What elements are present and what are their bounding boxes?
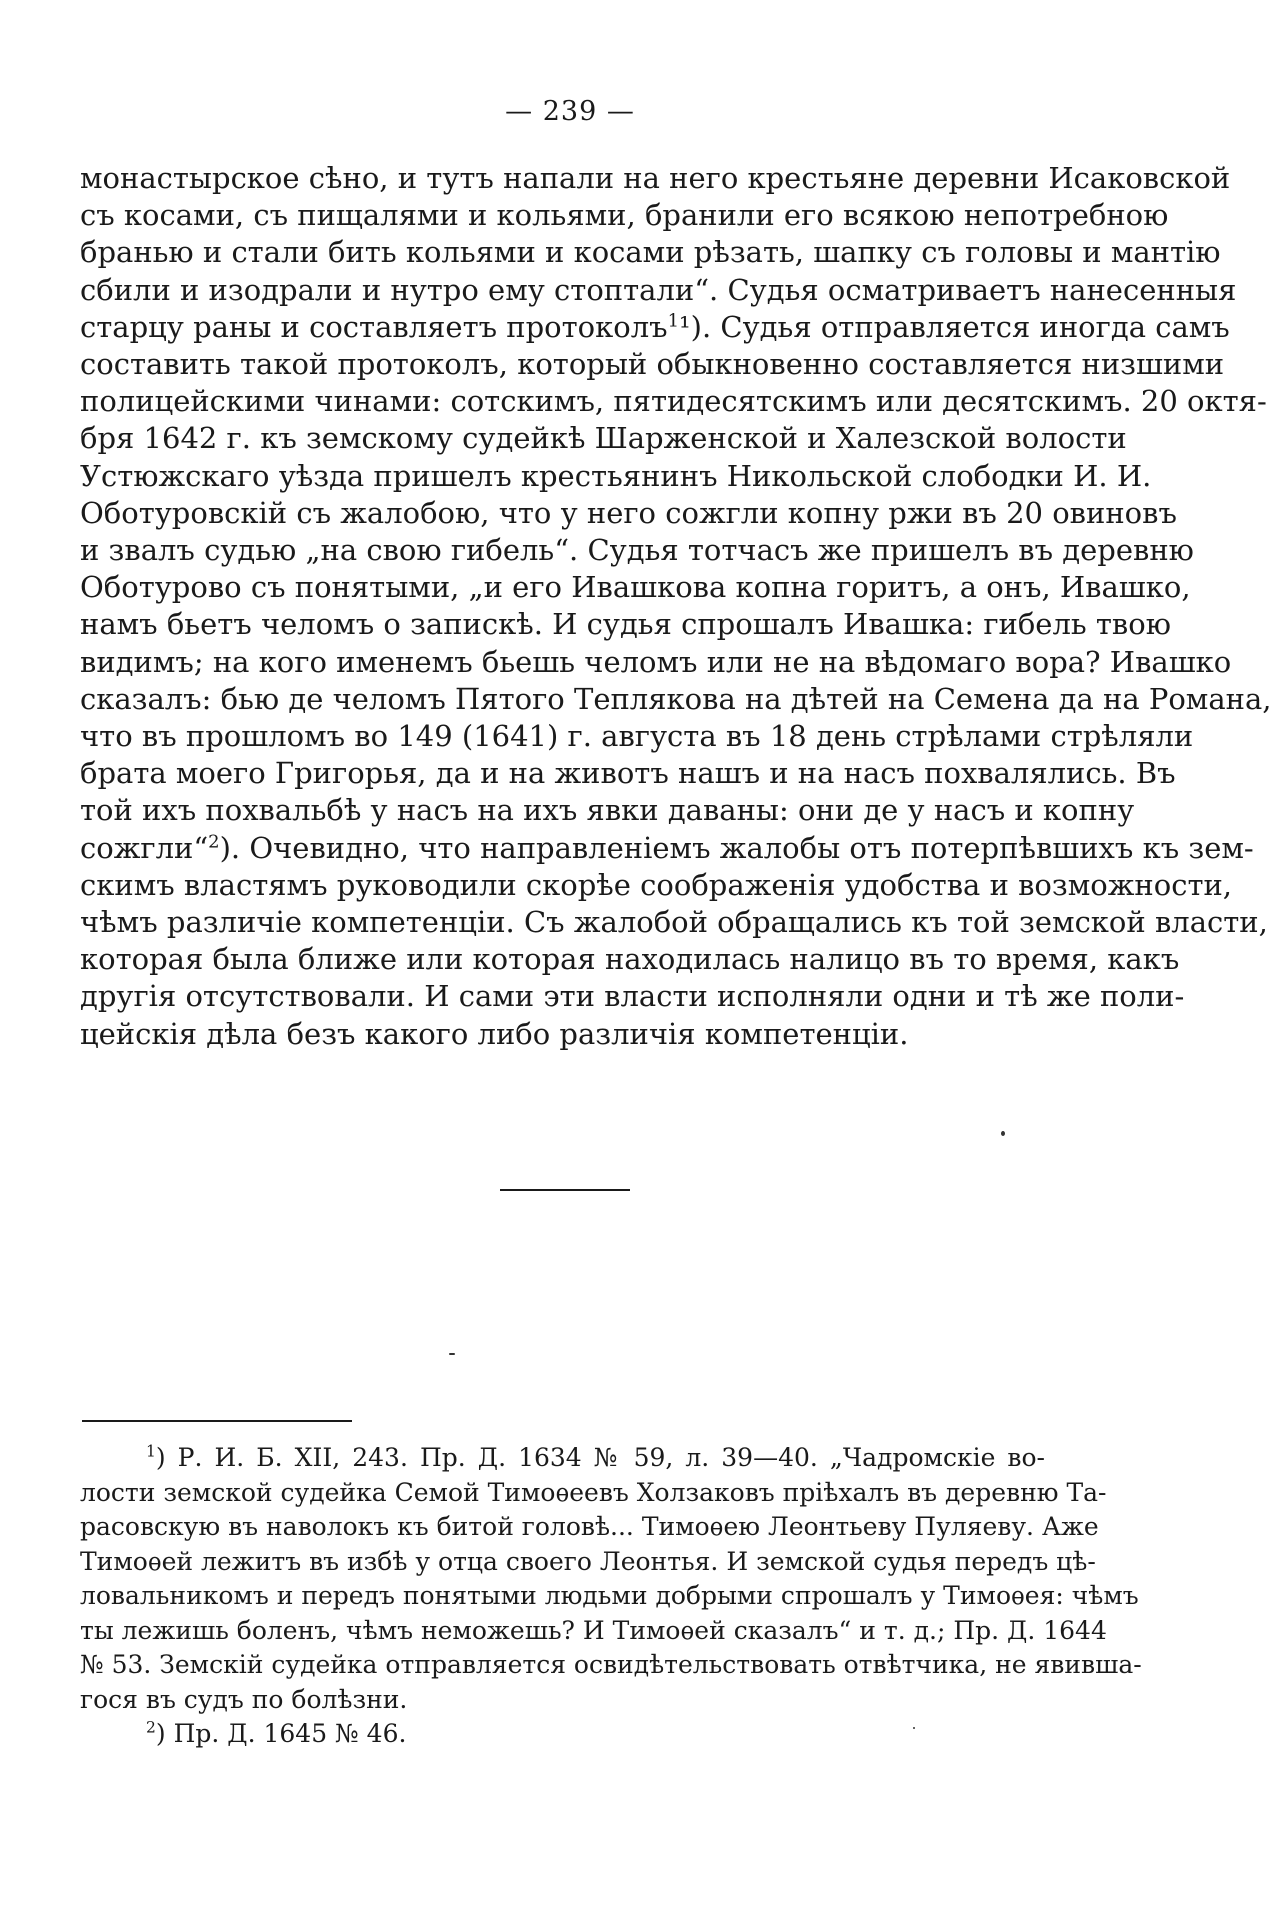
text-line: бранью и стали бить кольями и косами рѣзать, шапку съ головы и мантію <box>80 235 1221 270</box>
text-line: другія отсутствовали. И сами эти власти исполняли одни и тѣ же поли- <box>80 979 1185 1014</box>
scan-speck <box>1001 1131 1005 1136</box>
footnote-line: ловальникомъ и передъ понятыми людьми добрыми спрошалъ у Тимоѳея: чѣмъ <box>80 1581 1139 1610</box>
text-line: чѣмъ различіе компетенціи. Съ жалобой обращались къ той земской власти, <box>80 905 1268 940</box>
text-line: полицейскими чинами: сотскимъ, пятидесятскимъ или десятскимъ. 20 октя- <box>80 384 1267 419</box>
text-segment: ) Пр. Д. 1645 № 46. <box>155 1719 407 1748</box>
text-line: сбили и изодрали и нутро ему стоптали“. Судья осматриваетъ нанесенныя <box>80 272 1237 307</box>
text-line: цейскія дѣла безъ какого либо различія компетенціи. <box>80 1016 909 1051</box>
footnote-2 <box>80 1717 1045 1752</box>
text-line <box>80 830 1254 867</box>
section-divider <box>500 1189 630 1191</box>
footnote-divider <box>82 1420 352 1422</box>
text-line: Оботуровскій съ жалобою, что у него сожгли копну ржи въ 20 овиновъ <box>80 495 1177 530</box>
text-line: которая была ближе или которая находилась налицо въ то время, какъ <box>80 942 1180 977</box>
footnote-line: ты лежишь боленъ, чѣмъ неможешь? И Тимоѳей сказалъ“ и т. д.; Пр. Д. 1644 <box>80 1615 1107 1645</box>
text-line: Оботурово съ понятыми, „и его Ивашкова копна горитъ, а онъ, Ивашко, <box>80 570 1191 605</box>
footnote-ref-1[interactable]: 1 <box>667 310 680 332</box>
text-segment: ). Очевидно, что направленіемъ жалобы отъ потерпѣвшихъ къ зем- <box>219 830 1254 865</box>
text-line: скимъ властямъ руководили скорѣе соображенія удобства и возможности, <box>80 867 1233 902</box>
footnote-ref-2[interactable]: 2 <box>208 831 220 852</box>
text-segment: сожгли“ <box>80 830 209 865</box>
footnote-line: Тимоѳей лежитъ въ избѣ у отца своего Леонтья. И земской судья передъ цѣ- <box>80 1546 1096 1576</box>
text-line: что въ прошломъ во 149 (1641) г. августа въ 18 день стрѣлами стрѣляли <box>80 719 1194 754</box>
footnote-line: гося въ судъ по болѣзни. <box>80 1684 408 1714</box>
footnote-1 <box>80 1441 1045 1476</box>
text-segment: старцу раны и составляетъ протоколъ <box>80 309 668 344</box>
text-segment: ) Р. И. Б. XII, 243. Пр. Д. 1634 № 59, л. 39—40. „Чадромскіе во- <box>155 1443 1045 1472</box>
text-line: той ихъ похвальбѣ у насъ на ихъ явки даваны: они де у насъ и копну <box>80 793 1135 828</box>
scan-speck <box>449 1353 455 1355</box>
text-line: намъ бьетъ челомъ о запискѣ. И судья спрошалъ Ивашка: гибель твою <box>80 607 1171 642</box>
page-number: — 239 — <box>505 96 635 127</box>
text-line: бря 1642 г. къ земскому судейкѣ Шарженской и Халезской волости <box>80 421 1127 456</box>
footnote-line: № 53. Земскій судейка отправляется освидѣтельствовать отвѣтчика, не явивша- <box>80 1650 1142 1679</box>
text-line: монастырское сѣно, и тутъ напали на него крестьяне деревни Исаковской <box>80 161 1231 195</box>
footnote-marker: 1 <box>146 1442 156 1461</box>
footnote-line: лости земской судейка Семой Тимоѳеевъ Холзаковъ пріѣхалъ въ деревню Та- <box>80 1477 1107 1507</box>
text-line: видимъ; на кого именемъ бьешь челомъ или не на вѣдомаго вора? Ивашко <box>80 644 1232 679</box>
text-line <box>80 309 1230 346</box>
text-line: съ косами, съ пищалями и кольями, бранили его всякою непотребною <box>80 198 1169 233</box>
text-line: брата моего Григорья, да и на животъ нашъ и на насъ похвалялись. Въ <box>80 756 1176 791</box>
text-line: сказалъ: бью де челомъ Пятого Теплякова на дѣтей на Семена да на Романа, <box>80 681 1271 716</box>
text-line: Устюжскаго уѣзда пришелъ крестьянинъ Никольской слободки И. И. <box>80 458 1152 493</box>
text-line: составить такой протоколъ, который обыкновенно составляется низшими <box>80 347 1225 382</box>
text-line: и звалъ судью „на свою гибель“. Судья тотчасъ же пришелъ въ деревню <box>80 533 1194 568</box>
footnote-line: расовскую въ наволокъ къ битой головѣ... Тимоѳею Леонтьеву Пуляеву. Аже <box>80 1512 1099 1541</box>
text-segment: ¹). Судья отправляется иногда самъ <box>679 309 1230 344</box>
body-paragraph <box>80 160 1271 1053</box>
footnote-marker: 2 <box>146 1718 156 1737</box>
footnotes <box>80 1441 1142 1752</box>
